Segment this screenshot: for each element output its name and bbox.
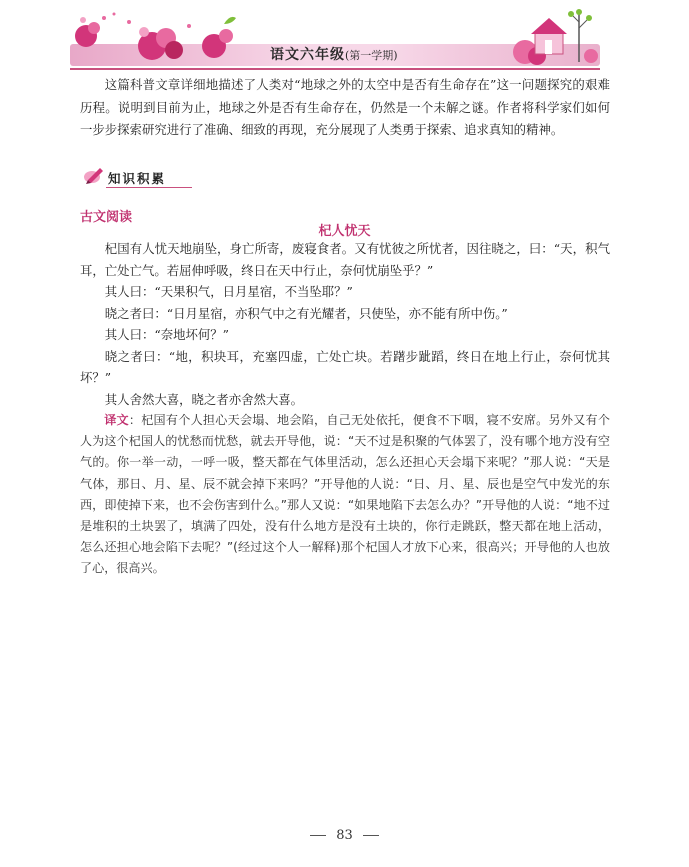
story-paragraph: 其人曰：“奈地坏何？”	[104, 327, 229, 342]
story-paragraph: 其人曰：“天果积气，日月星宿，不当坠耶？”	[104, 284, 353, 299]
flower-decoration-icon	[74, 6, 244, 68]
translation-label: 译文	[104, 413, 129, 427]
intro-section	[80, 74, 610, 142]
footer-dash-right	[363, 835, 379, 836]
header-rule	[70, 68, 600, 70]
page-footer	[0, 828, 689, 843]
translation-section	[80, 410, 610, 580]
section-underline	[106, 187, 192, 188]
story-paragraph: 晓之者曰：“日月星宿，亦积气中之有光耀者，只使坠，亦不能有所中伤。”	[104, 305, 508, 321]
translation-paragraph	[80, 410, 610, 580]
house-tree-decoration-icon	[505, 6, 600, 68]
story-text	[80, 238, 610, 410]
story-title: 杞人忧天	[318, 224, 371, 239]
section-title: 知识积累	[108, 171, 167, 186]
book-title-text: 语文六年级	[270, 47, 345, 63]
intro-paragraph: 这篇科普文章详细地描述了人类对“地球之外的太空中是否有生命存在”这一问题探究的艰难历程。说明到目前为止，地球之外是否有生命存在，仍然是一个未解之谜。作者将科学家们如何一步步探索研究进行了准确、细致的再现，充分展现了人类勇于探索、追求真知的精神。	[80, 77, 610, 137]
book-subtitle: (第一学期)	[345, 49, 398, 62]
book-title	[270, 44, 398, 64]
pen-icon	[82, 164, 106, 186]
translation-text: ：杞国有个人担心天会塌、地会陷，自己无处依托，便食不下咽，寝不安席。另外又有个人为这个杞国人的忧愁而忧愁，就去开导他，说：“天不过是积聚的气体罢了，没有哪个地方没有空气的。你一举一动，一呼一吸，整天都在气体里活动，怎么还担心天会塌下来呢？”那人说：“天是气体，那日、月、星、辰不就会掉下来吗？”开导他的人说：“日、月、星、辰也是空气中发光的东西，即使掉下来，也不会伤害到什么。”那人又说：“如果地陷下去怎么办？”开导他的人说：“地不过是堆积的土块罢了，填满了四处，没有什么地方是没有土块的，你行走跳跃，整天都在地上活动，怎么还担心地会陷下去呢？”(经过这个人一解释)那个杞国人才放下心来，很高兴；开导他的人也放了心，很高兴。	[80, 413, 610, 576]
story-paragraph: 杞国有人忧天地崩坠，身亡所寄，废寝食者。又有忧彼之所忧者，因往晓之，曰：“天，积气耳，亡处亡气。若屈伸呼吸，终日在天中行止，奈何忧崩坠乎？”	[80, 241, 610, 278]
footer-dash-left	[310, 835, 326, 836]
story-paragraph: 其人舍然大喜，晓之者亦舍然大喜。	[104, 391, 304, 407]
story-paragraph: 晓之者曰：“地，积块耳，充塞四虚，亡处亡块。若躇步跐蹈，终日在地上行止，奈何忧其坏？”	[80, 348, 610, 385]
page-header	[0, 0, 689, 72]
page-number: 83	[336, 828, 353, 843]
classical-heading: 古文阅读	[80, 210, 133, 225]
